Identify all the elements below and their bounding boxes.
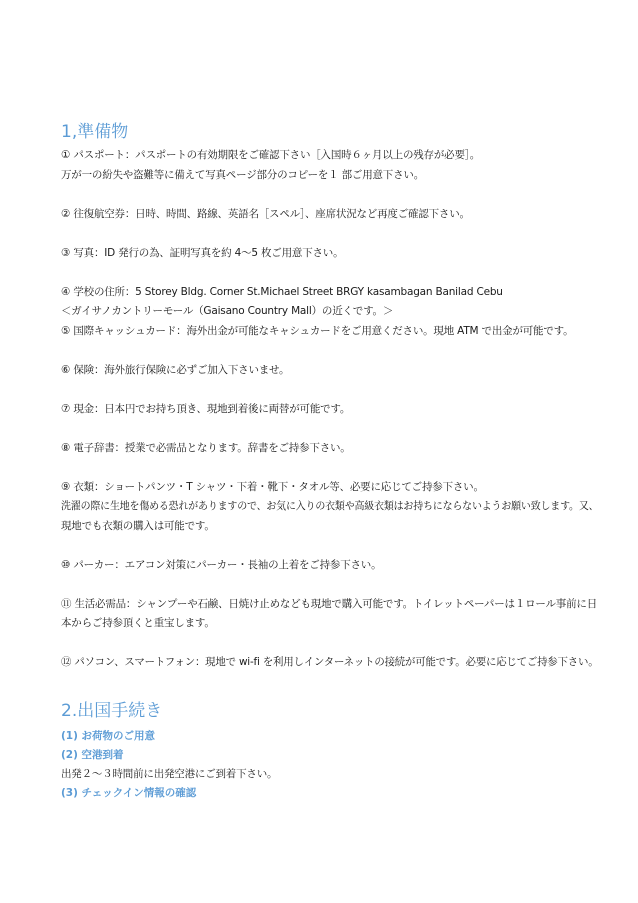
item-4-line-2: ＜ガイサノカントリーモール（Gaisano Country Mall）の近くです。＞	[61, 305, 394, 317]
item-11-line-2: 本からご持参頂くと重宝します。	[61, 617, 215, 629]
section-1-title: 1,準備物	[61, 122, 129, 142]
item-11-line-1: ⑪ 生活必需品：シャンプーや石鹸、日焼け止めなども現地で購入可能です。トイレットペーパーは１ロール事前に日	[61, 598, 598, 610]
item-2-line-1: ② 往復航空券：日時、時間、路線、英語名［スペル］、座席状況など再度ご確認下さい。	[61, 208, 470, 220]
item-7-line-1: ⑦ 現金：日本円でお持ち頂き、現地到着後に両替が可能です。	[61, 403, 351, 415]
item-3-line-1: ③ 写真：ID 発行の為、証明写真を約 4～5 枚ご用意下さい。	[61, 247, 344, 259]
item-6-line-1: ⑥ 保険：海外旅行保険に必ずご加入下さいませ。	[61, 364, 290, 376]
subsection-luggage: (1) お荷物のご用意	[61, 730, 156, 742]
item-10-line-1: ⑩ パーカー：エアコン対策にパーカー・長袖の上着をご持参下さい。	[61, 559, 382, 571]
item-4-line-1: ④ 学校の住所：5 Storey Bldg. Corner St.Michael Street BRGY kasambagan Banilad Cebu	[61, 286, 503, 298]
section-2-title: 2.出国手続き	[61, 701, 163, 721]
item-1-line-2: 万が一の紛失や盗難等に備えて写真ページ部分のコピーを１ 部ご用意下さい。	[61, 169, 425, 181]
subsection-airport-arrival: (2) 空港到着	[61, 749, 124, 761]
item-1-line-1: ① パスポート：パスポートの有効期限をご確認下さい［入国時６ヶ月以上の残存が必要］。	[61, 149, 481, 161]
item-5-line-1: ⑤ 国際キャッシュカード：海外出金が可能なキャシュカードをご用意ください。現地 ATM で出金が可能です。	[61, 325, 574, 337]
item-9-line-2: 洗濯の際に生地を傷める恐れがありますので、お気に入りの衣類や高級衣類はお持ちにならないようお願い致します。又、	[61, 500, 599, 512]
item-9-line-3: 現地でも衣類の購入は可能です。	[61, 520, 215, 532]
subsection-checkin: (3) チェックイン情報の確認	[61, 787, 197, 799]
airport-arrival-text: 出発２～３時間前に出発空港にご到着下さい。	[61, 768, 278, 780]
item-12-line-1: ⑫ パソコン、スマートフォン：現地で wi-fi を利用しインターネットの接続が可能です。必要に応じてご持参下さい。	[61, 656, 599, 668]
item-9-line-1: ⑨ 衣類：ショートパンツ・T シャツ・下着・靴下・タオル等、必要に応じてご持参下さい。	[61, 481, 484, 493]
item-8-line-1: ⑧ 電子辞書：授業で必需品となります。辞書をご持参下さい。	[61, 442, 351, 454]
